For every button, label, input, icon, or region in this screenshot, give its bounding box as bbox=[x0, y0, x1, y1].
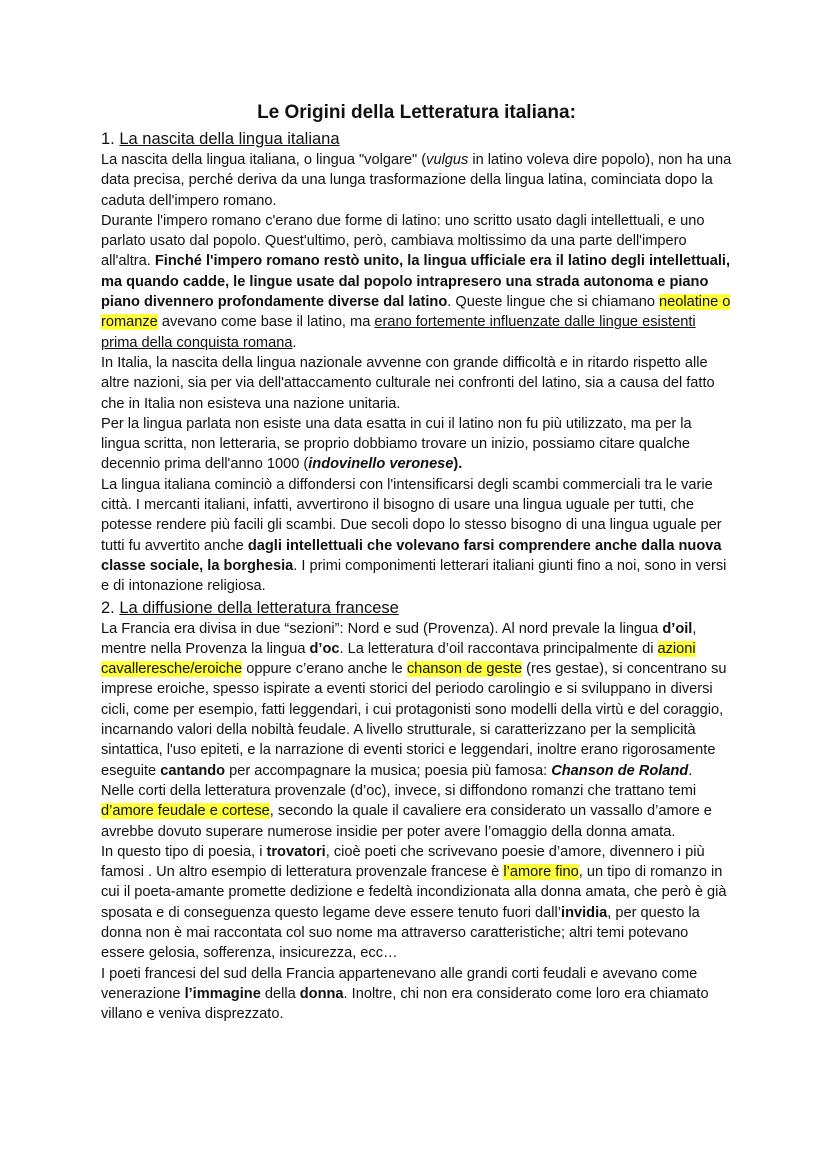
bold-term: invidia bbox=[561, 904, 608, 921]
text-run: La Francia era divisa in due “sezioni”: Nord e sud (Provenza). Al nord prevale la lingua bbox=[101, 620, 663, 637]
paragraph bbox=[101, 842, 732, 964]
text-run: in latino voleva dire popolo), non ha una data precisa, perché deriva da una lunga trasformazione della lingua latina, cominciata dopo la caduta dell'impero romano. bbox=[101, 152, 732, 209]
bold-text: Finché l'impero romano restò unito, la lingua ufficiale era il latino degli intellettuali, ma quando cadde, le lingue usate dal popolo intrapresero una strada autonoma e piano piano divennero profondamente diverse dal latino bbox=[101, 253, 731, 311]
highlighted-text: azioni cavalleresche/eroiche bbox=[101, 640, 696, 678]
highlighted-text: chanson de geste bbox=[406, 661, 523, 678]
paragraph bbox=[101, 619, 732, 781]
text-run: La nascita della lingua italiana, o lingua "volgare" ( bbox=[101, 152, 427, 168]
bold-term: donna bbox=[299, 985, 344, 1002]
bold-term: d’oc bbox=[309, 640, 340, 657]
bold-term: trovatori bbox=[266, 843, 326, 860]
bold-term: l’immagine bbox=[184, 985, 261, 1002]
text-run: La lingua italiana cominciò a diffondersi con l'intensificarsi degli scambi commerciali tra le varie città. I mercanti italiani, infatti, avvertirono il bisogno di usare una lingua uguale per tutti, che potesse rendere più facili gli scambi. Due secoli dopo lo stesso bisogno di una lingua uguale per tutti fu avvertito anche bbox=[101, 476, 722, 554]
section-heading-2 bbox=[101, 597, 732, 619]
bold-text: ). bbox=[453, 456, 463, 473]
text-run: Durante l'impero romano c'erano due forme di latino: uno scritto usato dagli intellettuali, e uno parlato usato dal popolo. Quest'ultimo, però, cambiava moltissimo da una parte dell'impero all'altra. bbox=[101, 212, 705, 270]
text-run: . La letteratura d’oil raccontava principalmente di bbox=[339, 640, 658, 657]
paragraph bbox=[101, 211, 732, 353]
highlighted-text: l’amore fino bbox=[503, 864, 579, 881]
text-run: oppure c’erano anche le bbox=[242, 661, 407, 678]
text-run: , per questo la donna non è mai raccontata col suo nome ma attraverso caratteristiche; altri temi potevano essere gelosia, sofferenza, insicurezza, ecc… bbox=[101, 904, 700, 962]
paragraph bbox=[101, 414, 732, 475]
section-heading-text: La diffusione della letteratura francese bbox=[119, 598, 399, 617]
text-run: . I primi componimenti letterari italiani giunti fino a noi, sono in versi e di intonazione religiosa. bbox=[101, 557, 727, 595]
text-run: . bbox=[292, 334, 297, 351]
text-run: , secondo la quale il cavaliere era considerato un vassallo d’amore e avrebbe dovuto superare numerose insidie per poter avere l’omaggio della donna amata. bbox=[101, 803, 712, 840]
italic-term: vulgus bbox=[426, 152, 469, 168]
paragraph: In Italia, la nascita della lingua nazionale avvenne con grande difficoltà e in ritardo rispetto alle altre nazioni, sia per via dell'attaccamento culturale nei confronti del latino, sia a causa del fatto che in Italia non esisteva una nazione unitaria. bbox=[101, 354, 715, 412]
section-heading-text: La nascita della lingua italiana bbox=[119, 130, 340, 148]
text-run: . Queste lingue che si chiamano bbox=[447, 294, 659, 311]
text-run: Per la lingua parlata non esiste una data esatta in cui il latino non fu più utilizzato, ma per la lingua scritta, non letteraria, se proprio dobbiamo trovare un inizio, possiamo citare qualche decennio prima dell'anno 1000 ( bbox=[101, 415, 692, 473]
underlined-text: erano fortemente influenzate dalle lingue esistenti prima della conquista romana bbox=[101, 314, 696, 351]
paragraph bbox=[101, 150, 732, 211]
paragraph bbox=[101, 964, 732, 1025]
section-number: 1. bbox=[101, 130, 120, 148]
text-run: , un tipo di romanzo in cui il poeta-amante promette dedizione e fedeltà incondizionata alla donna amata, che però è già sposata e di conseguenza questo legame deve essere tenuto fuori dall’ bbox=[101, 864, 727, 921]
document-title: Le Origini della Letteratura italiana: bbox=[257, 102, 576, 123]
text-run: , cioè poeti che scrivevano poesie d’amore, divennero i più famosi . Un altro esempio di letteratura provenzale francese è bbox=[101, 843, 705, 881]
text-run: I poeti francesi del sud della Francia appartenevano alle grandi corti feudali e avevano come venerazione bbox=[101, 965, 698, 1002]
paragraph bbox=[101, 475, 732, 597]
text-run: . Inoltre, chi non era considerato come loro era chiamato villano e veniva disprezzato. bbox=[101, 985, 709, 1023]
bold-italic-term: indovinello veronese bbox=[308, 456, 454, 473]
paragraph bbox=[101, 781, 732, 842]
highlighted-text: d’amore feudale e cortese bbox=[101, 803, 270, 820]
section-heading-1 bbox=[101, 128, 732, 150]
section-number: 2. bbox=[101, 598, 120, 617]
bold-text: dagli intellettuali che volevano farsi comprendere anche dalla nuova classe sociale, la borghesia bbox=[101, 537, 722, 574]
text-run: Nelle corti della letteratura provenzale (d’oc), invece, si diffondono romanzi che trattano temi bbox=[101, 782, 697, 799]
highlighted-text: neolatine o romanze bbox=[101, 294, 731, 331]
bold-term: d’oil bbox=[662, 620, 693, 637]
bold-term: cantando bbox=[160, 762, 226, 779]
text-run: In questo tipo di poesia, i bbox=[101, 843, 267, 860]
bold-italic-term: Chanson de Roland bbox=[551, 762, 689, 779]
text-run: . bbox=[688, 762, 693, 779]
text-run: , mentre nella Provenza la lingua bbox=[101, 620, 697, 657]
text-run: della bbox=[260, 985, 300, 1002]
text-run: (res gestae), si concentrano su imprese eroiche, spesso ispirate a eventi storici del periodo carolingio e si sviluppano in diversi cicli, come per esempio, fatti leggendari, i cui protagonisti sono modelli della virtù e del coraggio, incarnando valori della nobiltà feudale. A livello strutturale, si caratterizzano per la semplicità sintattica, l'uso epiteti, e la narrazione di eventi storici e leggendari, inoltre erano rigorosamente eseguite bbox=[101, 661, 727, 779]
text-run: per accompagnare la musica; poesia più famosa: bbox=[225, 762, 552, 779]
text-run: avevano come base il latino, ma bbox=[157, 314, 375, 331]
